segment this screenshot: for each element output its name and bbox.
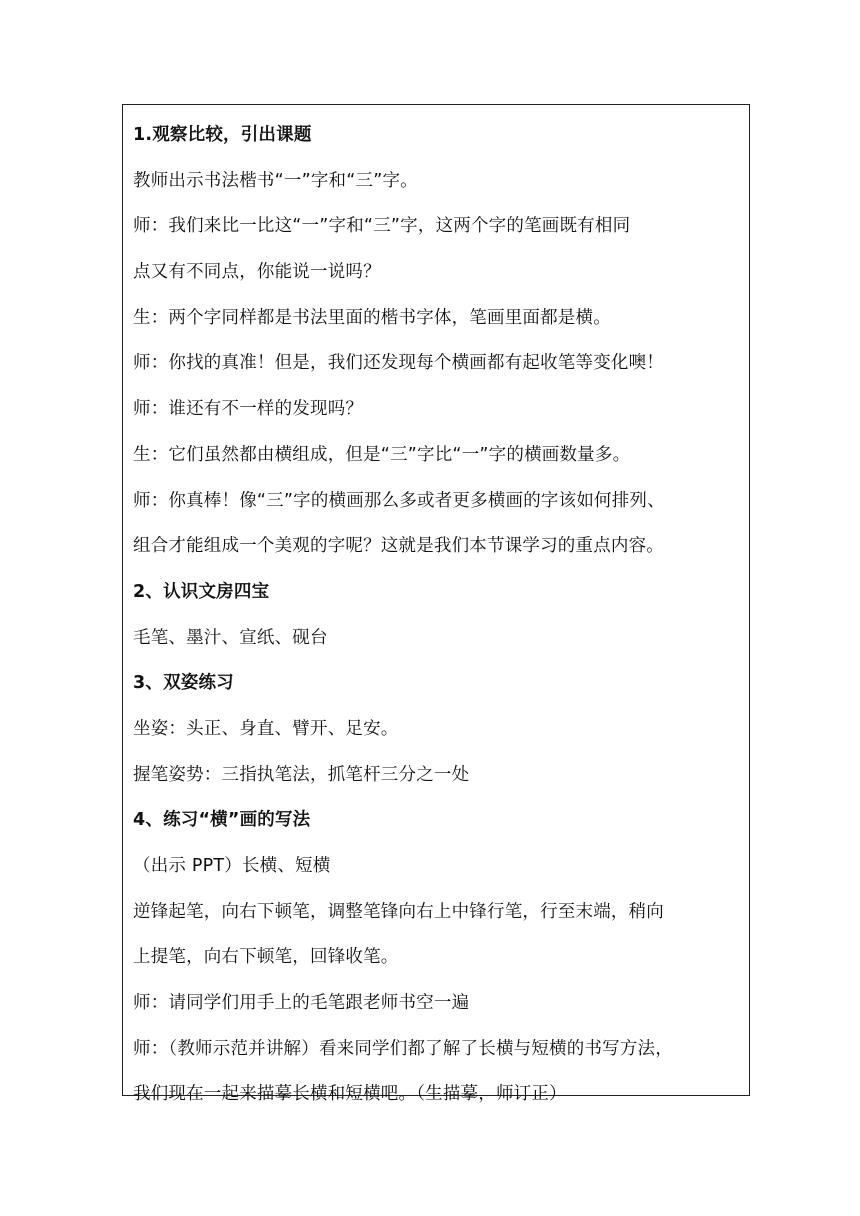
section-heading-horizontal-stroke: 4、练习“横”画的写法: [133, 810, 311, 831]
text-line: 师：我们来比一比这“一”字和“三”字，这两个字的笔画既有相同: [133, 216, 631, 237]
text-line: 师：你真棒！像“三”字的横画那么多或者更多横画的字该如何排列、: [133, 490, 665, 511]
text-line: 上提笔，向右下顿笔，回锋收笔。: [133, 947, 399, 968]
text-line: 逆锋起笔，向右下顿笔，调整笔锋向右上中锋行笔，行至末端，稍向: [133, 901, 664, 922]
lesson-content: [133, 113, 747, 1118]
text-line: 坐姿：头正、身直、臂开、足安。: [133, 718, 399, 739]
section-heading-posture: 3、双姿练习: [133, 673, 234, 694]
text-line: 我们现在一起来描摹长横和短横吧。（生描摹，师订正）: [133, 1084, 567, 1105]
text-line: 握笔姿势：三指执笔法，抓笔杆三分之一处: [133, 764, 470, 785]
text-line: （出示 PPT）长横、短横: [133, 856, 331, 876]
section-heading-observe: 1.观察比较，引出课题: [133, 125, 312, 145]
section-heading-four-treasures: 2、认识文房四宝: [133, 581, 270, 602]
text-line: 师：请同学们用手上的毛笔跟老师书空一遍: [133, 993, 470, 1014]
text-line: 毛笔、墨汁、宣纸、砚台: [133, 627, 328, 648]
text-line: 教师出示书法楷书“一”字和“三”字。: [133, 170, 418, 191]
text-line: 生：两个字同样都是书法里面的楷书字体，笔画里面都是横。: [133, 307, 611, 328]
text-line: 师：（教师示范并讲解）看来同学们都了解了长横与短横的书写方法，: [133, 1038, 673, 1059]
text-line: 师：你找的真准！但是，我们还发现每个横画都有起收笔等变化噢！: [133, 353, 664, 374]
text-line: 师：谁还有不一样的发现吗？: [133, 399, 364, 420]
text-line: 组合才能组成一个美观的字呢？这就是我们本节课学习的重点内容。: [133, 536, 664, 557]
lesson-table-cell: [122, 104, 750, 1105]
text-line: 点又有不同点，你能说一说吗？: [133, 262, 381, 283]
text-line: 生：它们虽然都由横组成，但是“三”字比“一”字的横画数量多。: [133, 444, 631, 465]
